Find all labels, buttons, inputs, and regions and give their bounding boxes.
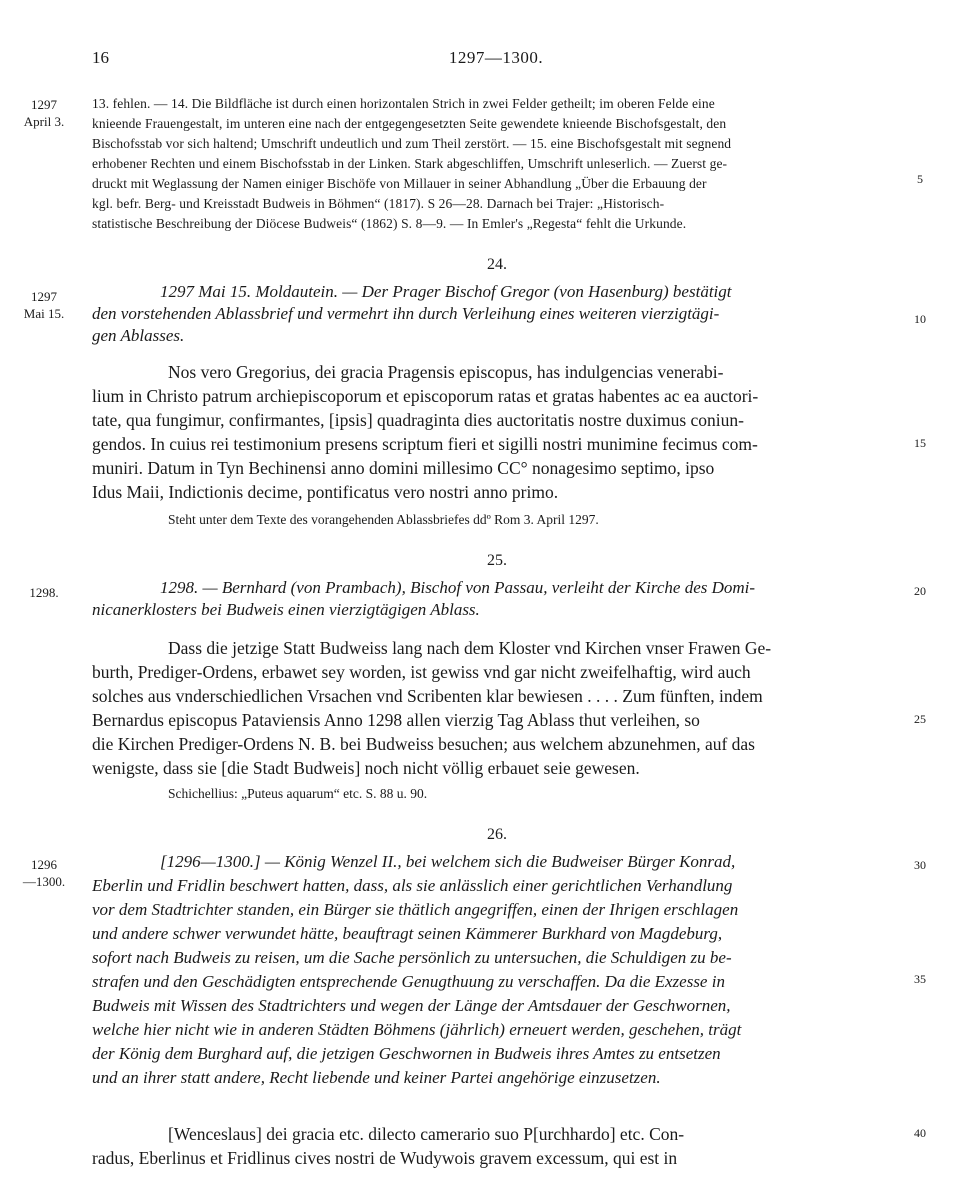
regest-line: der König dem Burghard auf, die jetzigen Geschwornen in Budweis ihres Amtes zu entsetzen: [92, 1044, 721, 1063]
line-number: 15: [914, 436, 926, 450]
line-number: 35: [914, 972, 926, 986]
footnote-line: 13. fehlen. — 14. Die Bildfläche ist durch einen horizontalen Strich in zwei Felder getheilt; im oberen Felde eine: [92, 96, 715, 111]
latin-text-line: radus, Eberlinus et Fridlinus cives nostri de Wudywois gravem excessum, qui est in: [92, 1148, 678, 1168]
line-number: 10: [914, 312, 926, 326]
source-note: Schichellius: „Puteus aquarum“ etc. S. 88 u. 90.: [168, 786, 428, 801]
line-number: 40: [914, 1126, 926, 1140]
regest-line: strafen und den Geschädigten entsprechende Genugthuung zu verschaffen. Da die Exzesse in: [92, 972, 725, 991]
page-number: 16: [92, 48, 109, 67]
footnote-line: kgl. befr. Berg- und Kreisstadt Budweis in Böhmen“ (1817). S 26—28. Darnach bei Trajer: „Historisch-: [92, 196, 665, 211]
regest-line: und an ihrer statt andere, Recht liebende und keiner Partei angehörige einzusetzen.: [92, 1068, 661, 1087]
latin-text-line: [Wenceslaus] dei gracia etc. dilecto camerario suo P[urchhardo] etc. Con-: [168, 1124, 685, 1144]
page-header: [92, 48, 900, 70]
regest-line: den vorstehenden Ablassbrief und vermehrt ihn durch Verleihung eines weiteren vierzigtägi-: [92, 304, 720, 323]
margin-date: 1297 Mai 15.: [23, 289, 65, 321]
regest-line: Eberlin und Fridlin beschwert hatten, dass, als sie anlässlich einer gerichtlichen Verhandlung: [92, 876, 733, 895]
latin-text-line: tate, qua fungimur, confirmantes, [ipsis] quadraginta dies auctoritatis nostre duximus coniun-: [92, 410, 744, 430]
german-text-line: wenigste, dass sie [die Stadt Budweis] noch nicht völlig erbauet seie gewesen.: [92, 758, 640, 778]
regest-line: [1296—1300.] — König Wenzel II., bei welchem sich die Budweiser Bürger Konrad,: [160, 852, 736, 871]
german-text-line: burth, Prediger-Ordens, erbawet sey worden, ist gewiss vnd gar nicht zweifelhaftig, wird auch: [92, 662, 751, 682]
regest-line: und andere schwer verwundet hätte, beauftragt seinen Kämmerer Burkhard von Magdeburg,: [92, 924, 723, 943]
footnote-line: erhobener Rechten und einem Bischofsstab in der Linken. Stark abgeschliffen, Umschrift unleserlich. — Zuerst ge-: [92, 156, 728, 171]
german-text-line: Bernardus episcopus Pataviensis Anno 1298 allen vierzig Tag Ablass thut verleihen, so: [92, 710, 700, 730]
german-text-line: die Kirchen Prediger-Ordens N. B. bei Budweiss besuchen; aus welchem abzunehmen, auf das: [92, 734, 755, 754]
regest-line: gen Ablasses.: [92, 326, 185, 345]
regest-line: vor dem Stadtrichter standen, ein Bürger sie thätlich angegriffen, einen der Ihrigen erschlagen: [92, 900, 739, 919]
latin-text-line: Idus Maii, Indictionis decime, pontificatus vero nostri anno primo.: [92, 482, 559, 502]
margin-date: 1298.: [29, 585, 59, 600]
regest-line: nicanerklosters bei Budweis einen vierzigtägigen Ablass.: [92, 600, 480, 619]
regest-line: 1298. — Bernhard (von Prambach), Bischof von Passau, verleiht der Kirche des Domi-: [160, 578, 756, 597]
document-number: 24.: [487, 256, 507, 273]
latin-text-line: gendos. In cuius rei testimonium presens scriptum fieri et sigilli nostri munimine fecimus com-: [92, 434, 758, 454]
line-number: 20: [914, 584, 926, 598]
line-number: 30: [914, 858, 926, 872]
german-text-line: Dass die jetzige Statt Budweiss lang nach dem Kloster vnd Kirchen vnser Frawen Ge-: [168, 638, 772, 658]
margin-date: 1296 —1300.: [22, 857, 66, 889]
regest-line: 1297 Mai 15. Moldautein. — Der Prager Bischof Gregor (von Hasenburg) bestätigt: [160, 282, 732, 301]
footnote-line: druckt mit Weglassung der Namen einiger Bischöfe von Millauer in seiner Abhandlung „Über die Erbauung der: [92, 176, 707, 191]
regest-line: Budweis mit Wissen des Stadtrichters und wegen der Länge der Amtsdauer der Geschwornen,: [92, 996, 731, 1015]
latin-text-line: muniri. Datum in Tyn Bechinensi anno domini millesimo CC° nonagesimo septimo, ipso: [92, 458, 715, 478]
latin-text-line: Nos vero Gregorius, dei gracia Pragensis episcopus, has indulgencias venerabi-: [168, 362, 724, 382]
footnote-line: Bischofsstab vor sich haltend; Umschrift undeutlich und zum Theil zerstört. — 15. eine Bischofsgestalt mit segnend: [92, 136, 732, 151]
footnote-line: statistische Beschreibung der Diöcese Budweis“ (1862) S. 8—9. — In Emler's „Regesta“ fehlt die Urkunde.: [92, 216, 687, 231]
regest-line: welche hier nicht wie in anderen Städten Böhmens (jährlich) erneuert werden, geschehen, trägt: [92, 1020, 742, 1039]
line-number: 5: [917, 172, 923, 186]
source-note: Steht unter dem Texte des vorangehenden Ablassbriefes ddº Rom 3. April 1297.: [168, 512, 599, 527]
latin-text-line: lium in Christo patrum archiepiscoporum et episcoporum ratas et gratas habentes ac ea auctori-: [92, 386, 759, 406]
line-number: 25: [914, 712, 926, 726]
running-head-years: 1297—1300.: [448, 48, 544, 67]
footnote-line: knieende Frauengestalt, im unteren eine nach der entgegengesetzten Seite gewendete knieende Bischofsgestalt, den: [92, 116, 727, 131]
german-text-line: solches aus vnderschiedlichen Vrsachen vnd Scribenten klar bewiesen . . . . Zum fünften, indem: [92, 686, 763, 706]
document-number: 26.: [487, 826, 507, 843]
regest-line: sofort nach Budweis zu reisen, um die Sache persönlich zu untersuchen, die Schuldigen zu be-: [92, 948, 732, 967]
margin-date: 1297 April 3.: [23, 97, 65, 129]
document-number: 25.: [487, 552, 507, 569]
